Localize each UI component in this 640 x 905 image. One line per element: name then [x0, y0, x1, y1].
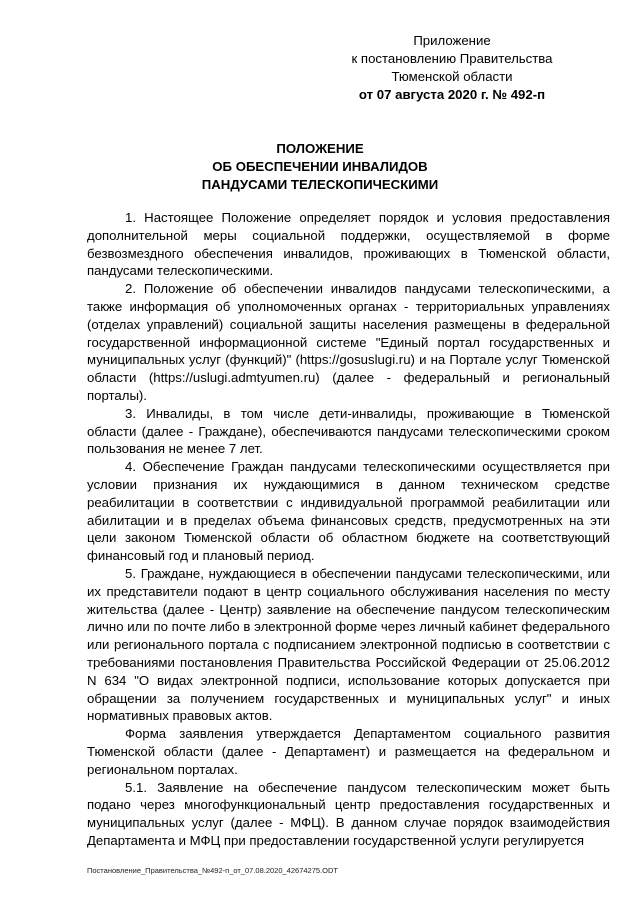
title-line-2: ОБ ОБЕСПЕЧЕНИИ ИНВАЛИДОВ — [212, 159, 428, 174]
appendix-date-number: от 07 августа 2020 г. № 492-п — [358, 87, 546, 102]
paragraph-1: 1. Настоящее Положение определяет порядок и условия предоставления дополнительной меры социальной поддержки, осуществляемой в форме безвозмездного обеспечения инвалидов, проживающих в Тюменской области, пандусами телескопическими. — [87, 210, 610, 279]
document-title — [90, 140, 550, 194]
paragraph-4: 4. Обеспечение Граждан пандусами телескопическими осуществляется при условии признания их нуждающимися в данном техническом средстве реабилитации в соответствии с индивидуальной программой реабилитации или абилитации и в пределах объема финансовых средств, предусмотренных на эти цели законом Тюменской области об областном бюджете на соответствующий финансовый год и плановый период. — [87, 459, 610, 564]
paragraph-3: 3. Инвалиды, в том числе дети-инвалиды, проживающие в Тюменской области (далее - Граждане), обеспечиваются пандусами телескопическими сроком пользования не менее 7 лет. — [87, 405, 610, 457]
title-line-3: ПАНДУСАМИ ТЕЛЕСКОПИЧЕСКИМИ — [201, 177, 439, 192]
appendix-header — [322, 32, 582, 104]
document-body — [87, 209, 610, 850]
footer-filename: Постановление_Правительства_№492-п_от_07.08.2020_42674275.ODT — [87, 866, 338, 875]
appendix-region: Тюменской области — [391, 69, 513, 84]
appendix-reference: к постановлению Правительства — [351, 51, 553, 66]
appendix-label: Приложение — [413, 33, 491, 48]
title-line-1: ПОЛОЖЕНИЕ — [276, 141, 364, 156]
paragraph-5: 5. Граждане, нуждающиеся в обеспечении пандусами телескопическими, или их представители подают в центр социального обслуживания населения по месту жительства (далее - Центр) заявление на обеспечение пандусом телескопическим лично или по почте либо в электронной форме через личный кабинет федерального или регионального портала с подписанием электронной подписью в соответствии с требованиями постановления Правительства Российской Федерации от 25.06.2012 N 634 "О видах электронной подписи, использование которых допускается при обращении за получением государственных и муниципальных услуг" и иных нормативных правовых актов. — [87, 565, 610, 724]
paragraph-5-1: 5.1. Заявление на обеспечение пандусом телескопическим может быть подано через многофункциональный центр предоставления государственных и муниципальных услуг (далее - МФЦ). В данном случае порядок взаимодействия Департамента и МФЦ при предоставлении государственной услуги регулируется — [87, 779, 610, 848]
paragraph-2: 2. Положение об обеспечении инвалидов пандусами телескопическими, а также информация об уполномоченных органах - территориальных управлениях (отделах управлений) социальной защиты населения размещены в федеральной государственной информационной системе "Единый портал государственных и муниципальных услуг (функций)" (https://gosuslugi.ru) и на Портале услуг Тюменской области (https://uslugi.admtyumen.ru) (далее - федеральный и региональный порталы). — [87, 281, 610, 403]
paragraph-form: Форма заявления утверждается Департаментом социального развития Тюменской области (далее - Департамент) и размещается на федеральном и региональном порталах. — [87, 726, 610, 777]
